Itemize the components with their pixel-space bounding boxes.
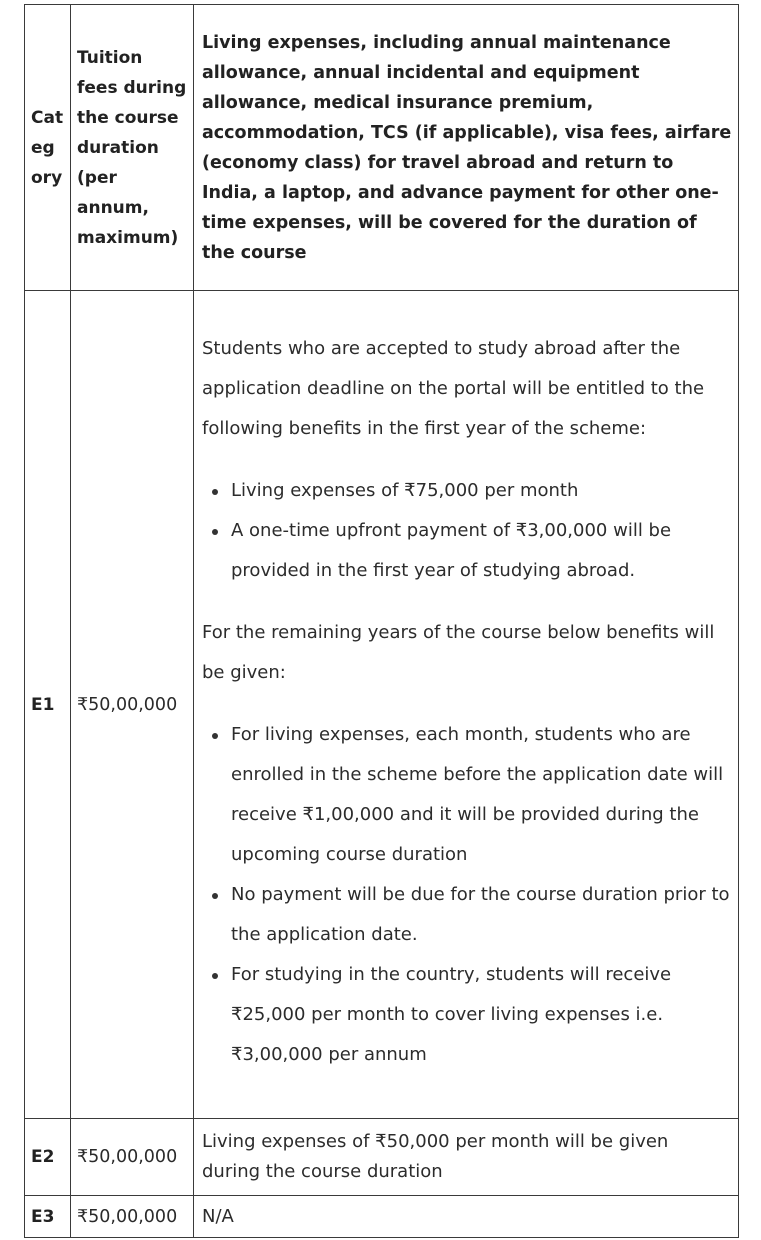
list-item-text: No payment will be due for the course duration prior to the application date. — [231, 883, 730, 945]
bullet-icon — [212, 489, 218, 495]
list-item — [202, 511, 732, 591]
category-header: Category — [25, 5, 71, 291]
first-year-benefits-list — [202, 471, 732, 591]
benefits-cell — [194, 291, 739, 1119]
bullet-icon — [212, 973, 218, 979]
header-row — [25, 5, 739, 291]
list-item — [202, 715, 732, 875]
benefits-cell: Living expenses of ₹50,000 per month will be given during the course duration — [194, 1119, 739, 1196]
bullet-icon — [212, 893, 218, 899]
tuition-fee-cell: ₹50,00,000 — [71, 291, 194, 1119]
bullet-icon — [212, 733, 218, 739]
list-item — [202, 471, 732, 511]
first-year-intro: Students who are accepted to study abroad after the application deadline on the portal will be entitled to the following benefits in the first year of the scheme: — [202, 337, 705, 439]
benefits-cell: N/A — [194, 1196, 739, 1238]
remaining-years-intro: For the remaining years of the course below benefits will be given: — [202, 621, 715, 683]
list-item-text: For studying in the country, students will receive ₹25,000 per month to cover living expenses i.e. ₹3,00,000 per annum — [231, 963, 672, 1065]
tuition-fees-header: Tuition fees during the course duration (per annum, maximum) — [71, 5, 194, 291]
list-item — [202, 955, 732, 1075]
table-row — [25, 1196, 739, 1238]
list-item-text: For living expenses, each month, students who are enrolled in the scheme before the application date will receive ₹1,00,000 and it will be provided during the upcoming course duration — [231, 723, 724, 865]
table-row — [25, 291, 739, 1119]
living-expenses-header: Living expenses, including annual maintenance allowance, annual incidental and equipment allowance, medical insurance premium, accommodation, TCS (if applicable), visa fees, airfare (economy class) for travel abroad and return to India, a laptop, and advance payment for other one-time expenses, will be covered for the duration of the course — [194, 5, 739, 291]
table-row — [25, 1119, 739, 1196]
category-cell: E2 — [25, 1119, 71, 1196]
bullet-icon — [212, 529, 218, 535]
list-item-text: A one-time upfront payment of ₹3,00,000 will be provided in the first year of studying abroad. — [231, 519, 672, 581]
remaining-years-benefits-list — [202, 715, 732, 1075]
list-item — [202, 875, 732, 955]
category-cell: E1 — [25, 291, 71, 1119]
list-item-text: Living expenses of ₹75,000 per month — [231, 479, 579, 501]
tuition-fee-cell: ₹50,00,000 — [71, 1119, 194, 1196]
category-cell: E3 — [25, 1196, 71, 1238]
scheme-benefits-table — [24, 4, 739, 1238]
tuition-fee-cell: ₹50,00,000 — [71, 1196, 194, 1238]
